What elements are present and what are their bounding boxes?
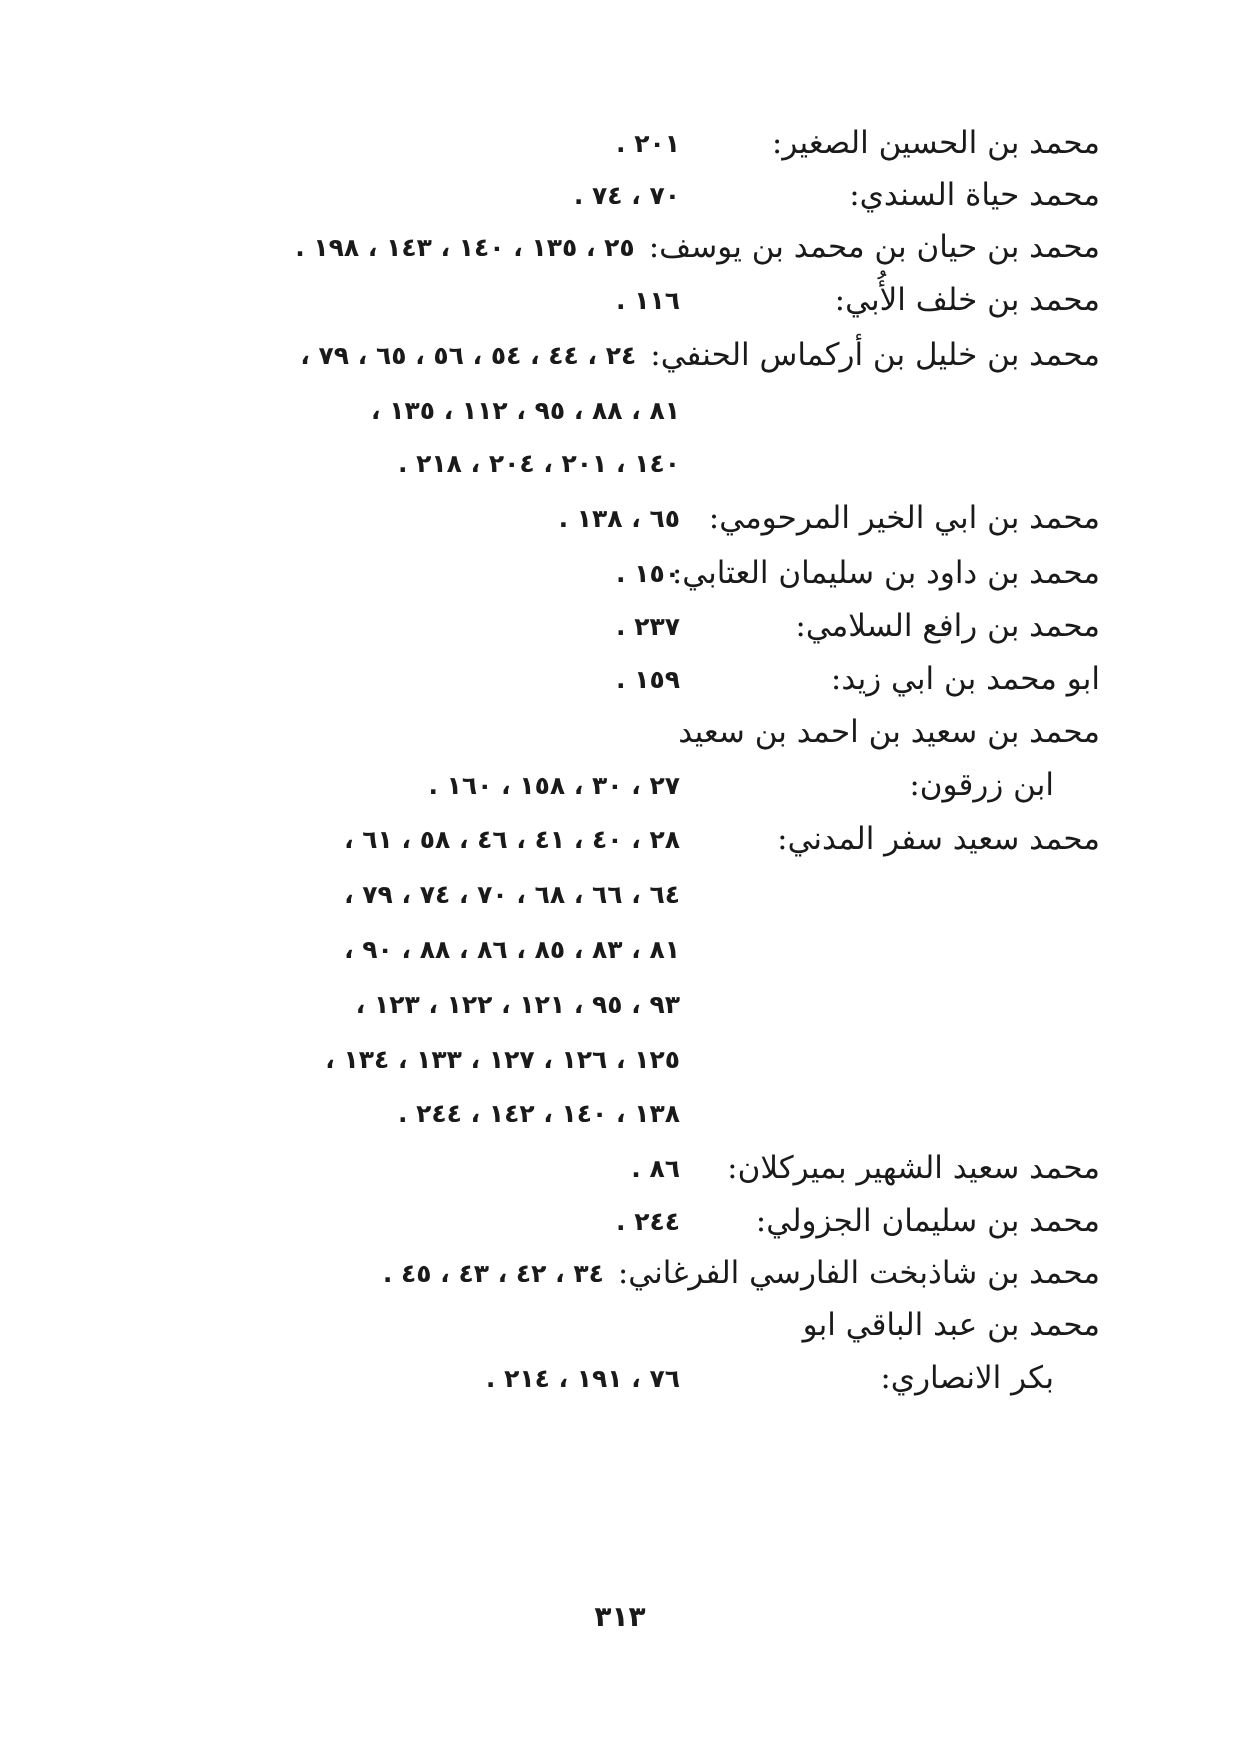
entry-pages: ١١٦ . [616, 285, 680, 315]
entry-pages: ١٢٥ ، ١٢٦ ، ١٢٧ ، ١٣٣ ، ١٣٤ ، [325, 1044, 680, 1074]
entry-pages: ١٣٨ ، ١٤٠ ، ١٤٢ ، ٢٤٤ . [397, 1098, 680, 1128]
entry-name: محمد بن الحسين الصغير: [771, 125, 1100, 161]
entry-pages: ١٥٩ . [616, 664, 680, 694]
index-entry [140, 598, 1100, 654]
index-entry [140, 1350, 1100, 1406]
entry-name: ابو محمد بن ابي زيد: [830, 661, 1100, 697]
entry-pages: ٣٤ ، ٤٢ ، ٤٣ ، ٤٥ . [382, 1258, 604, 1288]
index-entry [140, 1193, 1100, 1249]
entry-name: محمد بن داود بن سليمان العتابي: [671, 555, 1100, 591]
index-entry [140, 115, 1100, 171]
entry-pages: ٢٠١ . [616, 128, 680, 158]
entry-pages: ٨١ ، ٨٣ ، ٨٥ ، ٨٦ ، ٨٨ ، ٩٠ ، [344, 934, 680, 964]
index-entry [140, 1245, 1100, 1301]
entry-name: محمد بن عبد الباقي ابو [802, 1307, 1100, 1343]
entry-pages: ٨٦ . [631, 1153, 680, 1183]
entry-pages: ٢٨ ، ٤٠ ، ٤١ ، ٤٦ ، ٥٨ ، ٦١ ، [344, 824, 680, 854]
entry-name: بكر الانصاري: [880, 1360, 1054, 1396]
index-entry [140, 327, 1100, 383]
index-entry [140, 167, 1100, 223]
index-entry [140, 490, 1100, 546]
entry-pages: ٢٤٤ . [616, 1206, 680, 1236]
entry-pages: ٧٦ ، ١٩١ ، ٢١٤ . [485, 1363, 680, 1393]
entry-name: محمد بن سعيد بن احمد بن سعيد [678, 714, 1100, 750]
entry-name: محمد سعيد الشهير بميركلان: [727, 1150, 1100, 1186]
entry-name: محمد سعيد سفر المدني: [777, 821, 1100, 857]
index-entry-continuation [140, 921, 1100, 977]
entry-pages: ٢٤ ، ٤٤ ، ٥٤ ، ٥٦ ، ٦٥ ، ٧٩ ، [300, 340, 637, 370]
index-entry [140, 1140, 1100, 1196]
index-entry-continuation [140, 1085, 1100, 1141]
entry-pages: ٢٣٧ . [616, 611, 680, 641]
entry-name: محمد بن شاذبخت الفارسي الفرغاني: [617, 1255, 1100, 1291]
entry-name: محمد بن ابي الخير المرحومي: [708, 500, 1100, 536]
index-entry-continuation [140, 866, 1100, 922]
entry-pages: ٨١ ، ٨٨ ، ٩٥ ، ١١٢ ، ١٣٥ ، [371, 395, 680, 425]
entry-name: محمد حياة السندي: [849, 177, 1100, 213]
index-entry [140, 651, 1100, 707]
entry-name: محمد بن خليل بن أركماس الحنفي: [650, 337, 1100, 373]
entry-name: محمد بن حيان بن محمد بن يوسف: [648, 229, 1100, 265]
entry-name: ابن زرقون: [909, 767, 1054, 803]
index-entry [140, 272, 1100, 328]
index-entry-continuation [140, 382, 1100, 438]
index-entry-continuation [140, 976, 1100, 1032]
entry-name: محمد بن سليمان الجزولي: [755, 1203, 1100, 1239]
entry-pages: ٢٧ ، ٣٠ ، ١٥٨ ، ١٦٠ . [428, 770, 680, 800]
index-entry [140, 757, 1100, 813]
index-entry [140, 704, 1100, 760]
index-entry [140, 1297, 1100, 1353]
entry-pages: ٧٠ ، ٧٤ . [573, 180, 680, 210]
entry-pages: ٦٥ ، ١٣٨ . [558, 503, 680, 533]
index-entry [140, 811, 1100, 867]
entry-name: محمد بن خلف الأُبي: [834, 282, 1100, 318]
entry-pages: ٦٤ ، ٦٦ ، ٦٨ ، ٧٠ ، ٧٤ ، ٧٩ ، [344, 879, 680, 909]
entry-pages: ٢٥ ، ١٣٥ ، ١٤٠ ، ١٤٣ ، ١٩٨ . [295, 232, 635, 262]
page-number: ٣١٣ [594, 1600, 646, 1633]
entry-pages: ١٥٠ . [616, 558, 680, 588]
entry-name: محمد بن رافع السلامي: [795, 608, 1100, 644]
index-entry-continuation [140, 435, 1100, 491]
index-entry-continuation [140, 1031, 1100, 1087]
index-entry [140, 219, 1100, 275]
index-entry [140, 545, 1100, 601]
entry-pages: ١٤٠ ، ٢٠١ ، ٢٠٤ ، ٢١٨ . [397, 448, 680, 478]
entry-pages: ٩٣ ، ٩٥ ، ١٢١ ، ١٢٢ ، ١٢٣ ، [355, 989, 680, 1019]
